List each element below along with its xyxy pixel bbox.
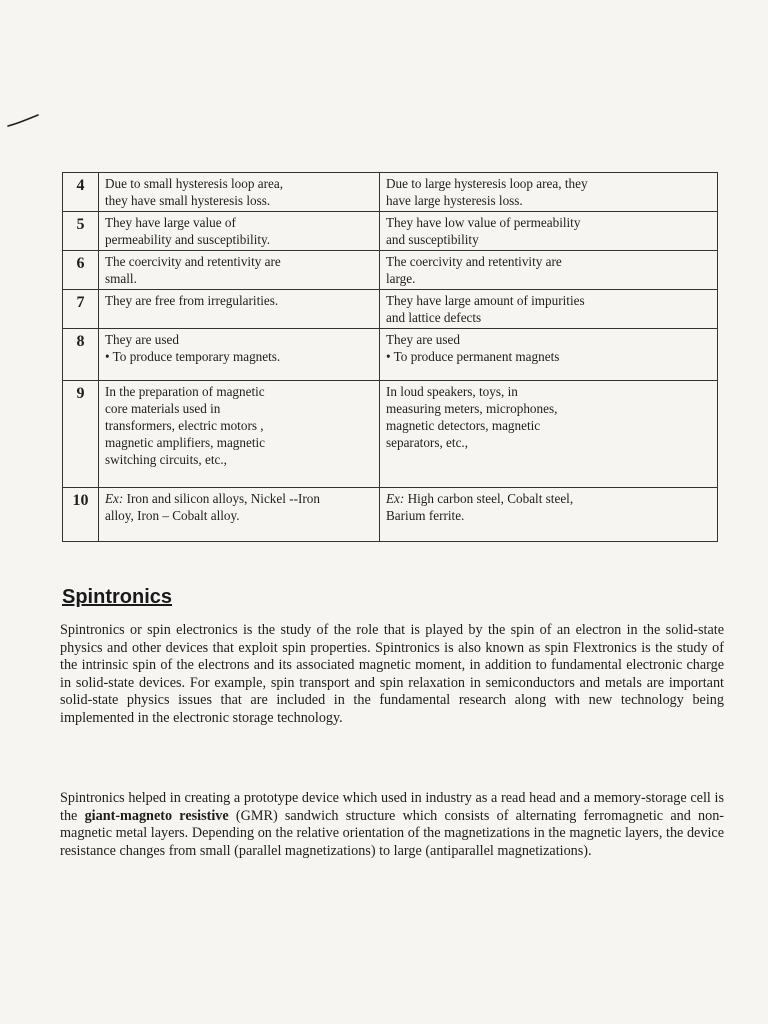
paragraph-text: (GMR) sandwich structure which consists of alternating ferromagnetic and non-magnetic metal layers. Depending on the relative orientation of the magnetizations in the magnetic layers, the device resistance changes from small (parallel magnetizations) to large (antiparallel magnetizations). (60, 807, 725, 859)
cell-line: They are free from irregularities. (105, 293, 279, 308)
cell-line: switching circuits, etc., (105, 452, 227, 467)
cell-line: The coercivity and retentivity are (386, 254, 562, 269)
table-row (63, 173, 718, 212)
cell-line: core materials used in (105, 401, 221, 416)
cell-line: transformers, electric motors , (105, 418, 264, 433)
cell-line: magnetic detectors, magnetic (386, 418, 541, 433)
cell-line: permeability and susceptibility. (105, 232, 271, 247)
cell-line: They have low value of permeability (386, 215, 581, 230)
row-number: 8 (63, 329, 99, 381)
row-number: 5 (63, 212, 99, 251)
row-number: 6 (63, 251, 99, 290)
paragraph: Spintronics or spin electronics is the study of the role that is played by the spin of an electron in the solid-state physics and other devices that exploit spin properties. Spintronics is also known as spin Flextronics is the study of the intrinsic spin of the electrons and its associated magnetic moment, in addition to fundamental electronic charge in solid-state devices. For example, spin transport and spin relaxation in semiconductors and metals are important solid-state physics issues that are included in the fundamental research along with new technology being implemented in the electronic storage technology. (60, 622, 724, 726)
soft-magnet-cell (99, 290, 380, 329)
cell-line: have large hysteresis loss. (386, 193, 523, 208)
cell-line: and lattice defects (386, 310, 482, 325)
paragraph-text: Spintronics helped in creating a prototype device which used in industry as a read head and a memory-storage cell is the (60, 790, 724, 824)
pen-mark-icon (6, 112, 40, 130)
cell-line: large. (386, 271, 416, 286)
cell-line: Barium ferrite. (386, 508, 465, 523)
row-number: 10 (63, 488, 99, 542)
cell-line: They have large value of (105, 215, 236, 230)
row-number: 4 (63, 173, 99, 212)
bold-term: giant-magneto resistive (84, 807, 229, 824)
cell-line: small. (105, 271, 137, 286)
cell-line (386, 490, 711, 507)
hard-magnet-cell (380, 173, 718, 212)
cell-line: In the preparation of magnetic (105, 384, 265, 399)
cell-line (105, 490, 373, 507)
cell-line: They are used (105, 332, 179, 347)
table-row (63, 290, 718, 329)
soft-magnet-cell (99, 488, 380, 542)
cell-line: The coercivity and retentivity are (105, 254, 281, 269)
comparison-table (62, 172, 718, 542)
hard-magnet-cell (380, 381, 718, 488)
example-prefix: Ex: (105, 491, 124, 506)
cell-line: • To produce temporary magnets. (105, 349, 281, 364)
table-row (63, 212, 718, 251)
soft-magnet-cell (99, 381, 380, 488)
row-number: 9 (63, 381, 99, 488)
cell-line: separators, etc., (386, 435, 469, 450)
cell-line: • To produce permanent magnets (386, 349, 560, 364)
cell-line: and susceptibility (386, 232, 479, 247)
soft-magnet-cell (99, 251, 380, 290)
soft-magnet-cell (99, 329, 380, 381)
section-heading: Spintronics (62, 586, 173, 608)
row-number: 7 (63, 290, 99, 329)
hard-magnet-cell (380, 290, 718, 329)
table-row (63, 488, 718, 542)
cell-line: Due to large hysteresis loop area, they (386, 176, 588, 191)
cell-line: They have large amount of impurities (386, 293, 585, 308)
table-row (63, 329, 718, 381)
table-row (63, 381, 718, 488)
hard-magnet-cell (380, 329, 718, 381)
cell-line: They are used (386, 332, 460, 347)
soft-magnet-cell (99, 212, 380, 251)
cell-text: High carbon steel, Cobalt steel, (407, 491, 574, 506)
cell-text: Iron and silicon alloys, Nickel --Iron (126, 491, 320, 506)
hard-magnet-cell (380, 488, 718, 542)
comparison-table-body (63, 173, 718, 542)
hard-magnet-cell (380, 251, 718, 290)
cell-line: measuring meters, microphones, (386, 401, 558, 416)
cell-line: In loud speakers, toys, in (386, 384, 518, 399)
cell-line: Due to small hysteresis loop area, (105, 176, 283, 191)
cell-line: alloy, Iron – Cobalt alloy. (105, 508, 240, 523)
example-prefix: Ex: (386, 491, 405, 506)
soft-magnet-cell (99, 173, 380, 212)
cell-line: they have small hysteresis loss. (105, 193, 271, 208)
paragraph (60, 790, 724, 860)
hard-magnet-cell (380, 212, 718, 251)
table-row (63, 251, 718, 290)
cell-line: magnetic amplifiers, magnetic (105, 435, 266, 450)
